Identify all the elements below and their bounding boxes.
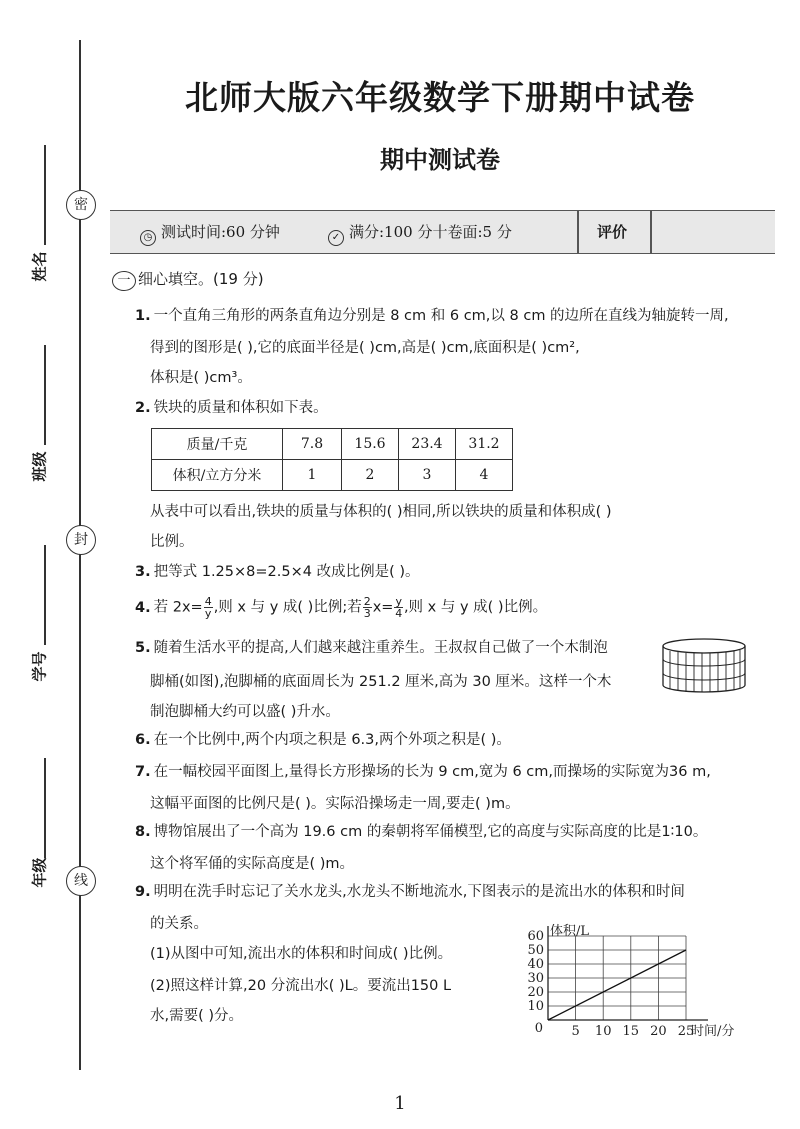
- label-grade: 年级: [30, 857, 49, 888]
- iron-table: [151, 428, 513, 491]
- table-row: [152, 460, 513, 491]
- q1-line1: 1. 一个直角三角形的两条直角边分别是 8 cm 和 6 cm,以 8 cm 的边所在直线为轴旋转一周,: [135, 308, 729, 324]
- table-cell: 23.4: [399, 429, 456, 460]
- q1-line3: 体积是( )cm³。: [150, 370, 252, 386]
- table-cell: 3: [399, 460, 456, 491]
- q8-line2: 这个将军俑的实际高度是( )m。: [150, 856, 355, 872]
- q1-line2: 得到的图形是( ),它的底面半径是( )cm,高是( )cm,底面积是( )cm²,: [150, 340, 580, 356]
- time-info: ◷ 测试时间:60 分钟: [140, 211, 280, 253]
- eval-divider: [650, 211, 652, 253]
- section-number: 一: [112, 271, 136, 291]
- grade-blank: [44, 758, 46, 858]
- origin-label: 0: [534, 1021, 543, 1036]
- clock-icon: ◷: [140, 230, 156, 246]
- q6: 6. 在一个比例中,两个内项之积是 6.3,两个外项之积是( )。: [135, 732, 511, 748]
- fraction: $\frac{y}{4}$: [395, 595, 403, 620]
- check-icon: ✓: [328, 230, 344, 246]
- name-blank: [44, 145, 46, 245]
- q9-line1: 9. 明明在洗手时忘记了关水龙头,水龙头不断地流水,下图表示的是流出水的体积和时间: [135, 884, 685, 900]
- y-tick-label: 20: [527, 985, 544, 1000]
- section-heading: [112, 268, 264, 291]
- q2-line1: 2. 铁块的质量和体积如下表。: [135, 400, 328, 416]
- class-blank: [44, 345, 46, 445]
- volume-time-chart: [510, 912, 755, 1037]
- q4: 4. 若 2x= $\frac{4}{y}$ ,则 x 与 y 成( )比例;若 $\frac{2}{3}$ x= $\frac{y}{4}$ ,则 x 与 y 成( )比例。: [135, 595, 548, 620]
- x-tick-label: 20: [650, 1024, 667, 1037]
- q9-sub2: (2)照这样计算,20 分流出水( )L。要流出150 L: [150, 978, 452, 994]
- q5-line1: 5. 随着生活水平的提高,人们越来越注重养生。王叔叔自己做了一个木制泡: [135, 640, 608, 656]
- fraction: $\frac{4}{y}$: [204, 595, 212, 620]
- info-bar: [110, 210, 775, 254]
- fraction: $\frac{2}{3}$: [363, 595, 371, 620]
- q2-line3: 比例。: [150, 534, 194, 550]
- table-cell: 4: [456, 460, 513, 491]
- table-cell: 体积/立方分米: [152, 460, 283, 491]
- page-number: 1: [394, 1093, 406, 1114]
- table-cell: 2: [342, 460, 399, 491]
- x-tick-label: 25: [677, 1024, 695, 1037]
- q5-line2: 脚桶(如图),泡脚桶的底面周长为 251.2 厘米,高为 30 厘米。这样一个木: [150, 674, 612, 690]
- table-cell: 1: [283, 460, 342, 491]
- table-cell: 7.8: [283, 429, 342, 460]
- q5-line3: 制泡脚桶大约可以盛( )升水。: [150, 704, 340, 720]
- table-row: [152, 429, 513, 460]
- table-cell: 15.6: [342, 429, 399, 460]
- label-id: 学号: [30, 651, 49, 682]
- x-tick-label: 5: [571, 1024, 580, 1037]
- q8-line1: 8. 博物馆展出了一个高为 19.6 cm 的秦朝将军俑模型,它的高度与实际高度的比是1∶10。: [135, 824, 708, 840]
- q7-line1: 7. 在一幅校园平面图上,量得长方形操场的长为 9 cm,宽为 6 cm,而操场的实际宽为36 m,: [135, 764, 711, 780]
- q9-line2: 的关系。: [150, 916, 208, 932]
- y-tick-label: 50: [527, 943, 544, 958]
- y-tick-label: 10: [527, 999, 544, 1014]
- q7-line2: 这幅平面图的比例尺是( )。实际沿操场走一周,要走( )m。: [150, 796, 520, 812]
- bucket-figure: [660, 637, 748, 695]
- q2-line2: 从表中可以看出,铁块的质量与体积的( )相同,所以铁块的质量和体积成( ): [150, 504, 612, 520]
- section-title: 细心填空。(19 分): [138, 270, 264, 288]
- q9-sub3: 水,需要( )分。: [150, 1008, 244, 1024]
- x-axis-label: 时间/分: [691, 1024, 735, 1037]
- score-info: ✓ 满分:100 分十卷面:5 分: [328, 211, 512, 253]
- y-tick-label: 40: [527, 957, 544, 972]
- x-tick-label: 15: [622, 1024, 640, 1037]
- label-name: 姓名: [30, 251, 49, 282]
- seal-xian: 线: [66, 866, 96, 896]
- y-tick-label: 30: [527, 971, 544, 986]
- x-tick-label: 10: [594, 1024, 612, 1037]
- y-axis-label: 体积/L: [550, 924, 590, 939]
- seal-feng: 封: [66, 525, 96, 555]
- q9-sub1: (1)从图中可知,流出水的体积和时间成( )比例。: [150, 946, 453, 962]
- label-class: 班级: [30, 451, 49, 482]
- series-line: [548, 950, 686, 1020]
- q3: 3. 把等式 1.25×8=2.5×4 改成比例是( )。: [135, 564, 420, 580]
- page-title: 北师大版六年级数学下册期中试卷: [185, 78, 695, 117]
- info-divider: [577, 211, 579, 253]
- page-subtitle: 期中测试卷: [380, 146, 500, 174]
- seal-mi: 密: [66, 190, 96, 220]
- y-tick-label: 60: [527, 929, 544, 944]
- table-cell: 31.2: [456, 429, 513, 460]
- table-cell: 质量/千克: [152, 429, 283, 460]
- id-blank: [44, 545, 46, 645]
- eval-label: 评价: [597, 223, 628, 241]
